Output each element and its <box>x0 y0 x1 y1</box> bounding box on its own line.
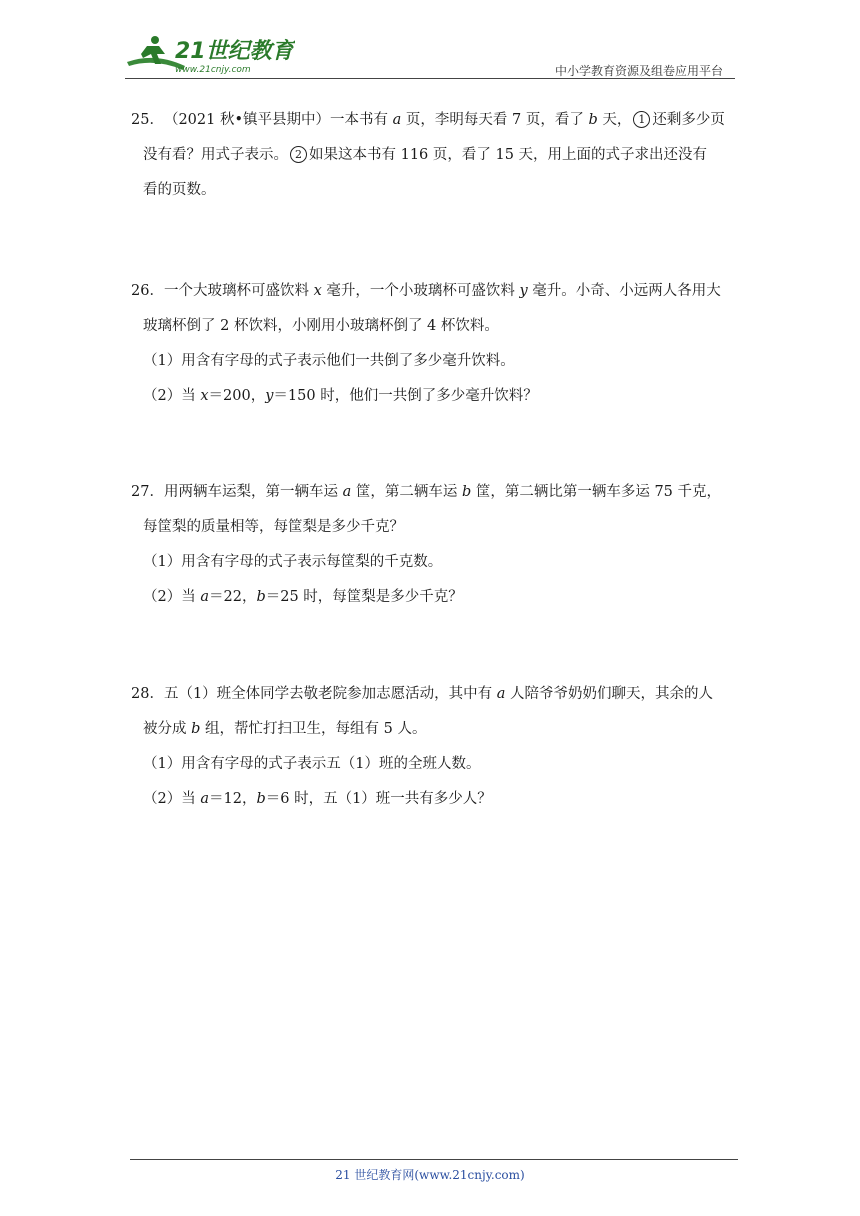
svg-text:21世纪教育: 21世纪教育 <box>175 39 294 64</box>
question-26-part-2: （2）当 x＝200，y＝150 时，他们一共倒了多少毫升饮料？ <box>143 388 538 404</box>
question-28: 28．五（1）班全体同学去敬老院参加志愿活动，其中有 a 人陪爷爷奶奶们聊天，其余的人 被分成 b 组，帮忙打扫卫生，每组有 5 人。 （1）用含有字母的式子表示五（1）班的全班人数。 （2）当 a＝12，b＝6 时，五（1）班一共有多少人？ <box>131 677 731 817</box>
header-divider <box>125 78 735 79</box>
question-28-part-1: （1）用含有字母的式子表示五（1）班的全班人数。 <box>143 756 481 772</box>
question-25: 25．（2021 秋•镇平县期中）一本书有 a 页，李明每天看 7 页，看了 b 天， 1 还剩多少页 没有看？用式子表示。 2 如果这本书有 116 页，看了 15 天，用上面的式子求出还没有 看的页数。 <box>131 112 725 198</box>
question-27-part-1: （1）用含有字母的式子表示每筐梨的千克数。 <box>143 554 443 570</box>
site-logo <box>125 32 295 76</box>
platform-name: 中小学教育资源及组卷应用平台 <box>554 64 723 78</box>
question-28-part-2: （2）当 a＝12，b＝6 时，五（1）班一共有多少人？ <box>143 791 492 807</box>
question-27-part-2: （2）当 a＝22，b＝25 时，每筐梨是多少千克？ <box>143 589 463 605</box>
page-header <box>125 28 735 80</box>
circled-number-2: 2 <box>290 146 307 163</box>
question-27: 27．用两辆车运梨，第一辆车运 a 筐，第二辆车运 b 筐，第二辆比第一辆车多运 75 千克， 每筐梨的质量相等，每筐梨是多少千克？ （1）用含有字母的式子表示每筐梨的千克数。 （2）当 a＝22，b＝25 时，每筐梨是多少千克？ <box>131 475 731 615</box>
question-26: 26．一个大玻璃杯可盛饮料 x 毫升，一个小玻璃杯可盛饮料 y 毫升。小奇、小远两人各用大 玻璃杯倒了 2 杯饮料，小刚用小玻璃杯倒了 4 杯饮料。 （1）用含有字母的式子表示他们一共倒了多少毫升饮料。 （2）当 x＝200，y＝150 时，他们一共倒了多少毫升饮料？ <box>131 274 731 414</box>
question-26-part-1: （1）用含有字母的式子表示他们一共倒了多少毫升饮料。 <box>143 353 515 369</box>
svg-text:www.21cnjy.com: www.21cnjy.com <box>175 65 251 75</box>
footer-divider <box>130 1159 738 1160</box>
circled-number-1: 1 <box>633 111 650 128</box>
footer-link[interactable]: 21 世纪教育网(www.21cnjy.com) <box>335 1168 525 1182</box>
